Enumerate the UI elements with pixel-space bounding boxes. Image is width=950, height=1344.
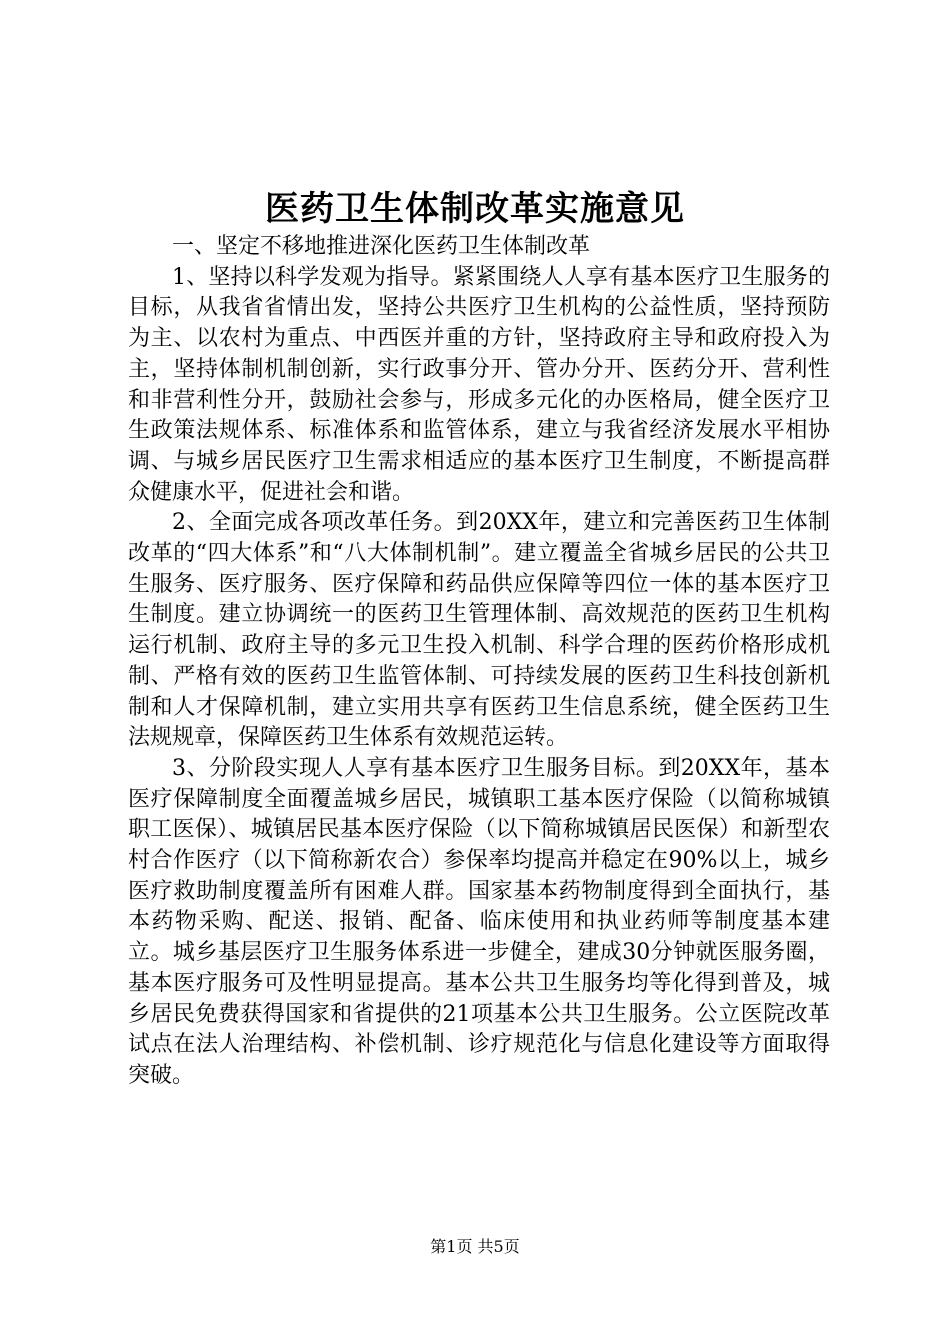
page-footer: 第1页 共5页 [430, 1237, 520, 1256]
paragraph-3: 3、分阶段实现人人享有基本医疗卫生服务目标。到20XX年，基本医疗保障制度全面覆盖城乡居民，城镇职工基本医疗保险（以简称城镇职工医保）、城镇居民基本医疗保险（以下简称城镇居民医保）和新型农村合作医疗（以下简称新农合）参保率均提高并稳定在90%以上，城乡医疗救助制度覆盖所有困难人群。国家基本药物制度得到全面执行，基本药物采购、配送、报销、配备、临床使用和执业药师等制度基本建立。城乡基层医疗卫生服务体系进一步健全，建成30分钟就医服务圈，基本医疗服务可及性明显提高。基本公共卫生服务均等化得到普及，城乡居民免费获得国家和省提供的21项基本公共卫生服务。公立医院改革试点在法人治理结构、补偿机制、诊疗规范化与信息化建设等方面取得突破。 [128, 755, 830, 1088]
paragraph-2: 2、全面完成各项改革任务。到20XX年，建立和完善医药卫生体制改革的“四大体系”和“八大体制机制”。建立覆盖全省城乡居民的公共卫生服务、医疗服务、医疗保障和药品供应保障等四位一体的基本医疗卫生制度。建立协调统一的医药卫生管理体制、高效规范的医药卫生机构运行机制、政府主导的多元卫生投入机制、科学合理的医药价格形成机制、严格有效的医药卫生监管体制、可持续发展的医药卫生科技创新机制和人才保障机制，建立实用共享有医药卫生信息系统，健全医药卫生法规规章，保障医药卫生体系有效规范运转。 [128, 510, 830, 751]
document-body [128, 232, 830, 1092]
paragraph-1: 1、坚持以科学发观为指导。紧紧围绕人人享有基本医疗卫生服务的目标，从我省省情出发，坚持公共医疗卫生机构的公益性质，坚持预防为主、以农村为重点、中西医并重的方针，坚持政府主导和政府投入为主，坚持体制机制创新，实行政事分开、管办分开、医药分开、营利性和非营利性分开，鼓励社会参与，形成多元化的办医格局，健全医疗卫生政策法规体系、标准体系和监管体系，建立与我省经济发展水平相协调、与城乡居民医疗卫生需求相适应的基本医疗卫生制度，不断提高群众健康水平，促进社会和谐。 [128, 264, 830, 505]
section-heading: 一、坚定不移地推进深化医药卫生体制改革 [172, 234, 591, 259]
document-title: 医药卫生体制改革实施意见 [265, 189, 685, 229]
